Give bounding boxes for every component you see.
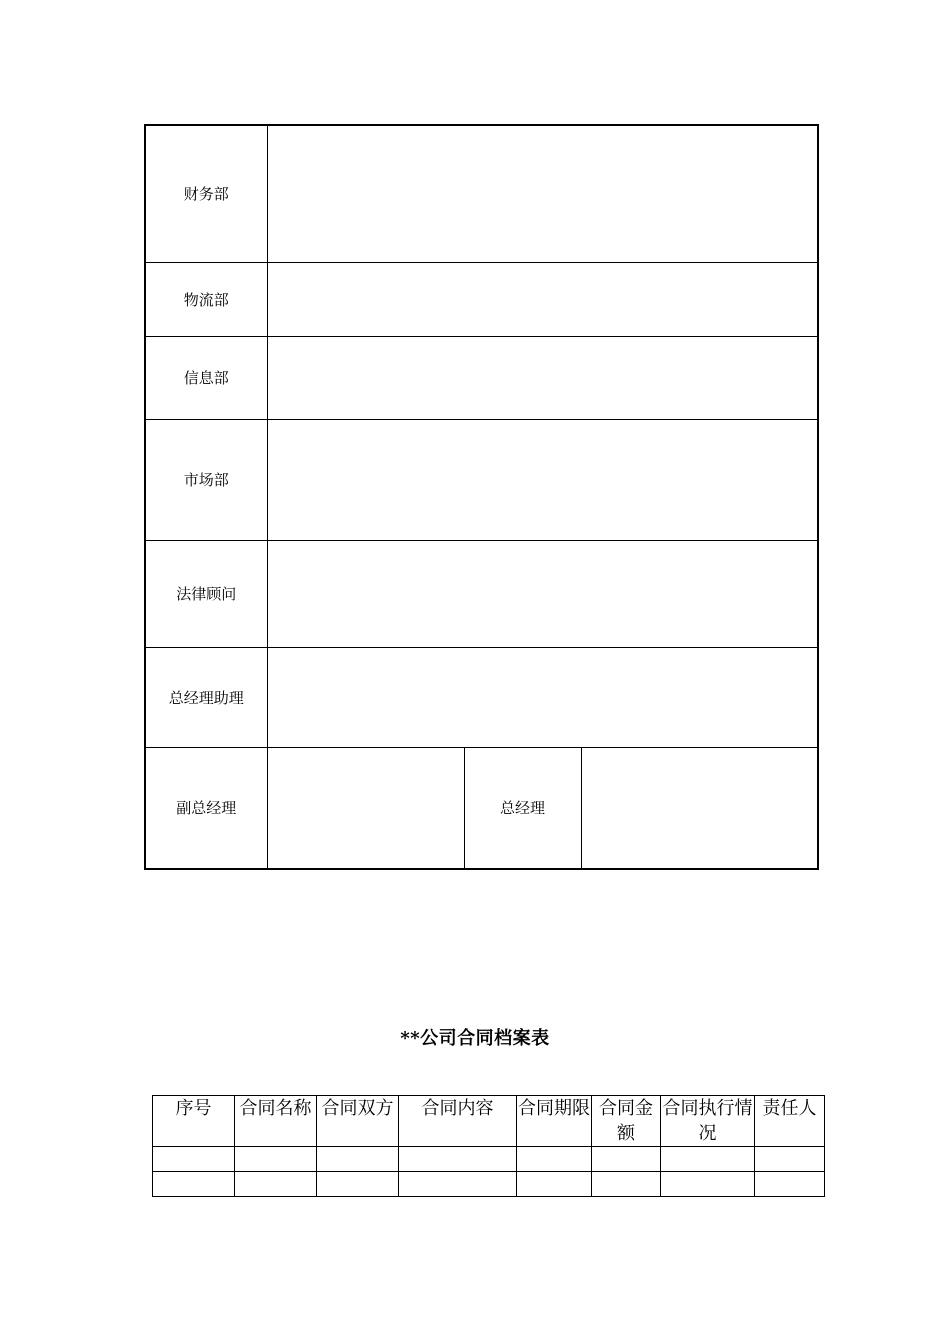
approval-label-gm-assistant: 总经理助理 [145, 647, 267, 747]
approval-label-logistics: 物流部 [145, 262, 267, 336]
header-content: 合同内容 [399, 1096, 517, 1147]
header-parties: 合同双方 [317, 1096, 399, 1147]
approval-sign-gm-assistant[interactable] [267, 647, 818, 747]
approval-sign-information[interactable] [267, 336, 818, 419]
table-cell[interactable] [661, 1172, 755, 1197]
table-cell[interactable] [399, 1172, 517, 1197]
table-row [153, 1172, 825, 1197]
approval-sign-logistics[interactable] [267, 262, 818, 336]
header-amount: 合同金额 [592, 1096, 661, 1147]
table-cell[interactable] [592, 1172, 661, 1197]
table-cell[interactable] [661, 1147, 755, 1172]
table-cell[interactable] [517, 1172, 592, 1197]
approval-sign-deputy-gm[interactable] [267, 747, 464, 869]
table-cell[interactable] [235, 1172, 317, 1197]
approval-row [145, 419, 818, 540]
archive-header-row [153, 1096, 825, 1147]
table-row [153, 1147, 825, 1172]
approval-label-legal: 法律顾问 [145, 540, 267, 647]
approval-row-final [145, 747, 818, 869]
table-cell[interactable] [235, 1147, 317, 1172]
archive-title: **公司合同档案表 [400, 1028, 550, 1049]
contract-archive-table [152, 1095, 825, 1197]
header-responsible: 责任人 [755, 1096, 825, 1147]
approval-row [145, 540, 818, 647]
approval-sign-gm[interactable] [581, 747, 818, 869]
table-cell[interactable] [399, 1147, 517, 1172]
approval-row [145, 647, 818, 747]
table-cell[interactable] [592, 1147, 661, 1172]
approval-sign-finance[interactable] [267, 125, 818, 262]
header-contract-name: 合同名称 [235, 1096, 317, 1147]
table-cell[interactable] [755, 1147, 825, 1172]
approval-label-gm: 总经理 [464, 747, 581, 869]
header-serial: 序号 [153, 1096, 235, 1147]
approval-row [145, 125, 818, 262]
approval-table [144, 124, 819, 870]
approval-sign-legal[interactable] [267, 540, 818, 647]
header-term: 合同期限 [517, 1096, 592, 1147]
table-cell[interactable] [153, 1147, 235, 1172]
table-cell[interactable] [517, 1147, 592, 1172]
approval-row [145, 262, 818, 336]
table-cell[interactable] [153, 1172, 235, 1197]
approval-sign-marketing[interactable] [267, 419, 818, 540]
approval-label-deputy-gm: 副总经理 [145, 747, 267, 869]
approval-label-information: 信息部 [145, 336, 267, 419]
approval-row [145, 336, 818, 419]
table-cell[interactable] [317, 1147, 399, 1172]
approval-label-finance: 财务部 [145, 125, 267, 262]
table-cell[interactable] [755, 1172, 825, 1197]
approval-label-marketing: 市场部 [145, 419, 267, 540]
header-execution: 合同执行情况 [661, 1096, 755, 1147]
table-cell[interactable] [317, 1172, 399, 1197]
